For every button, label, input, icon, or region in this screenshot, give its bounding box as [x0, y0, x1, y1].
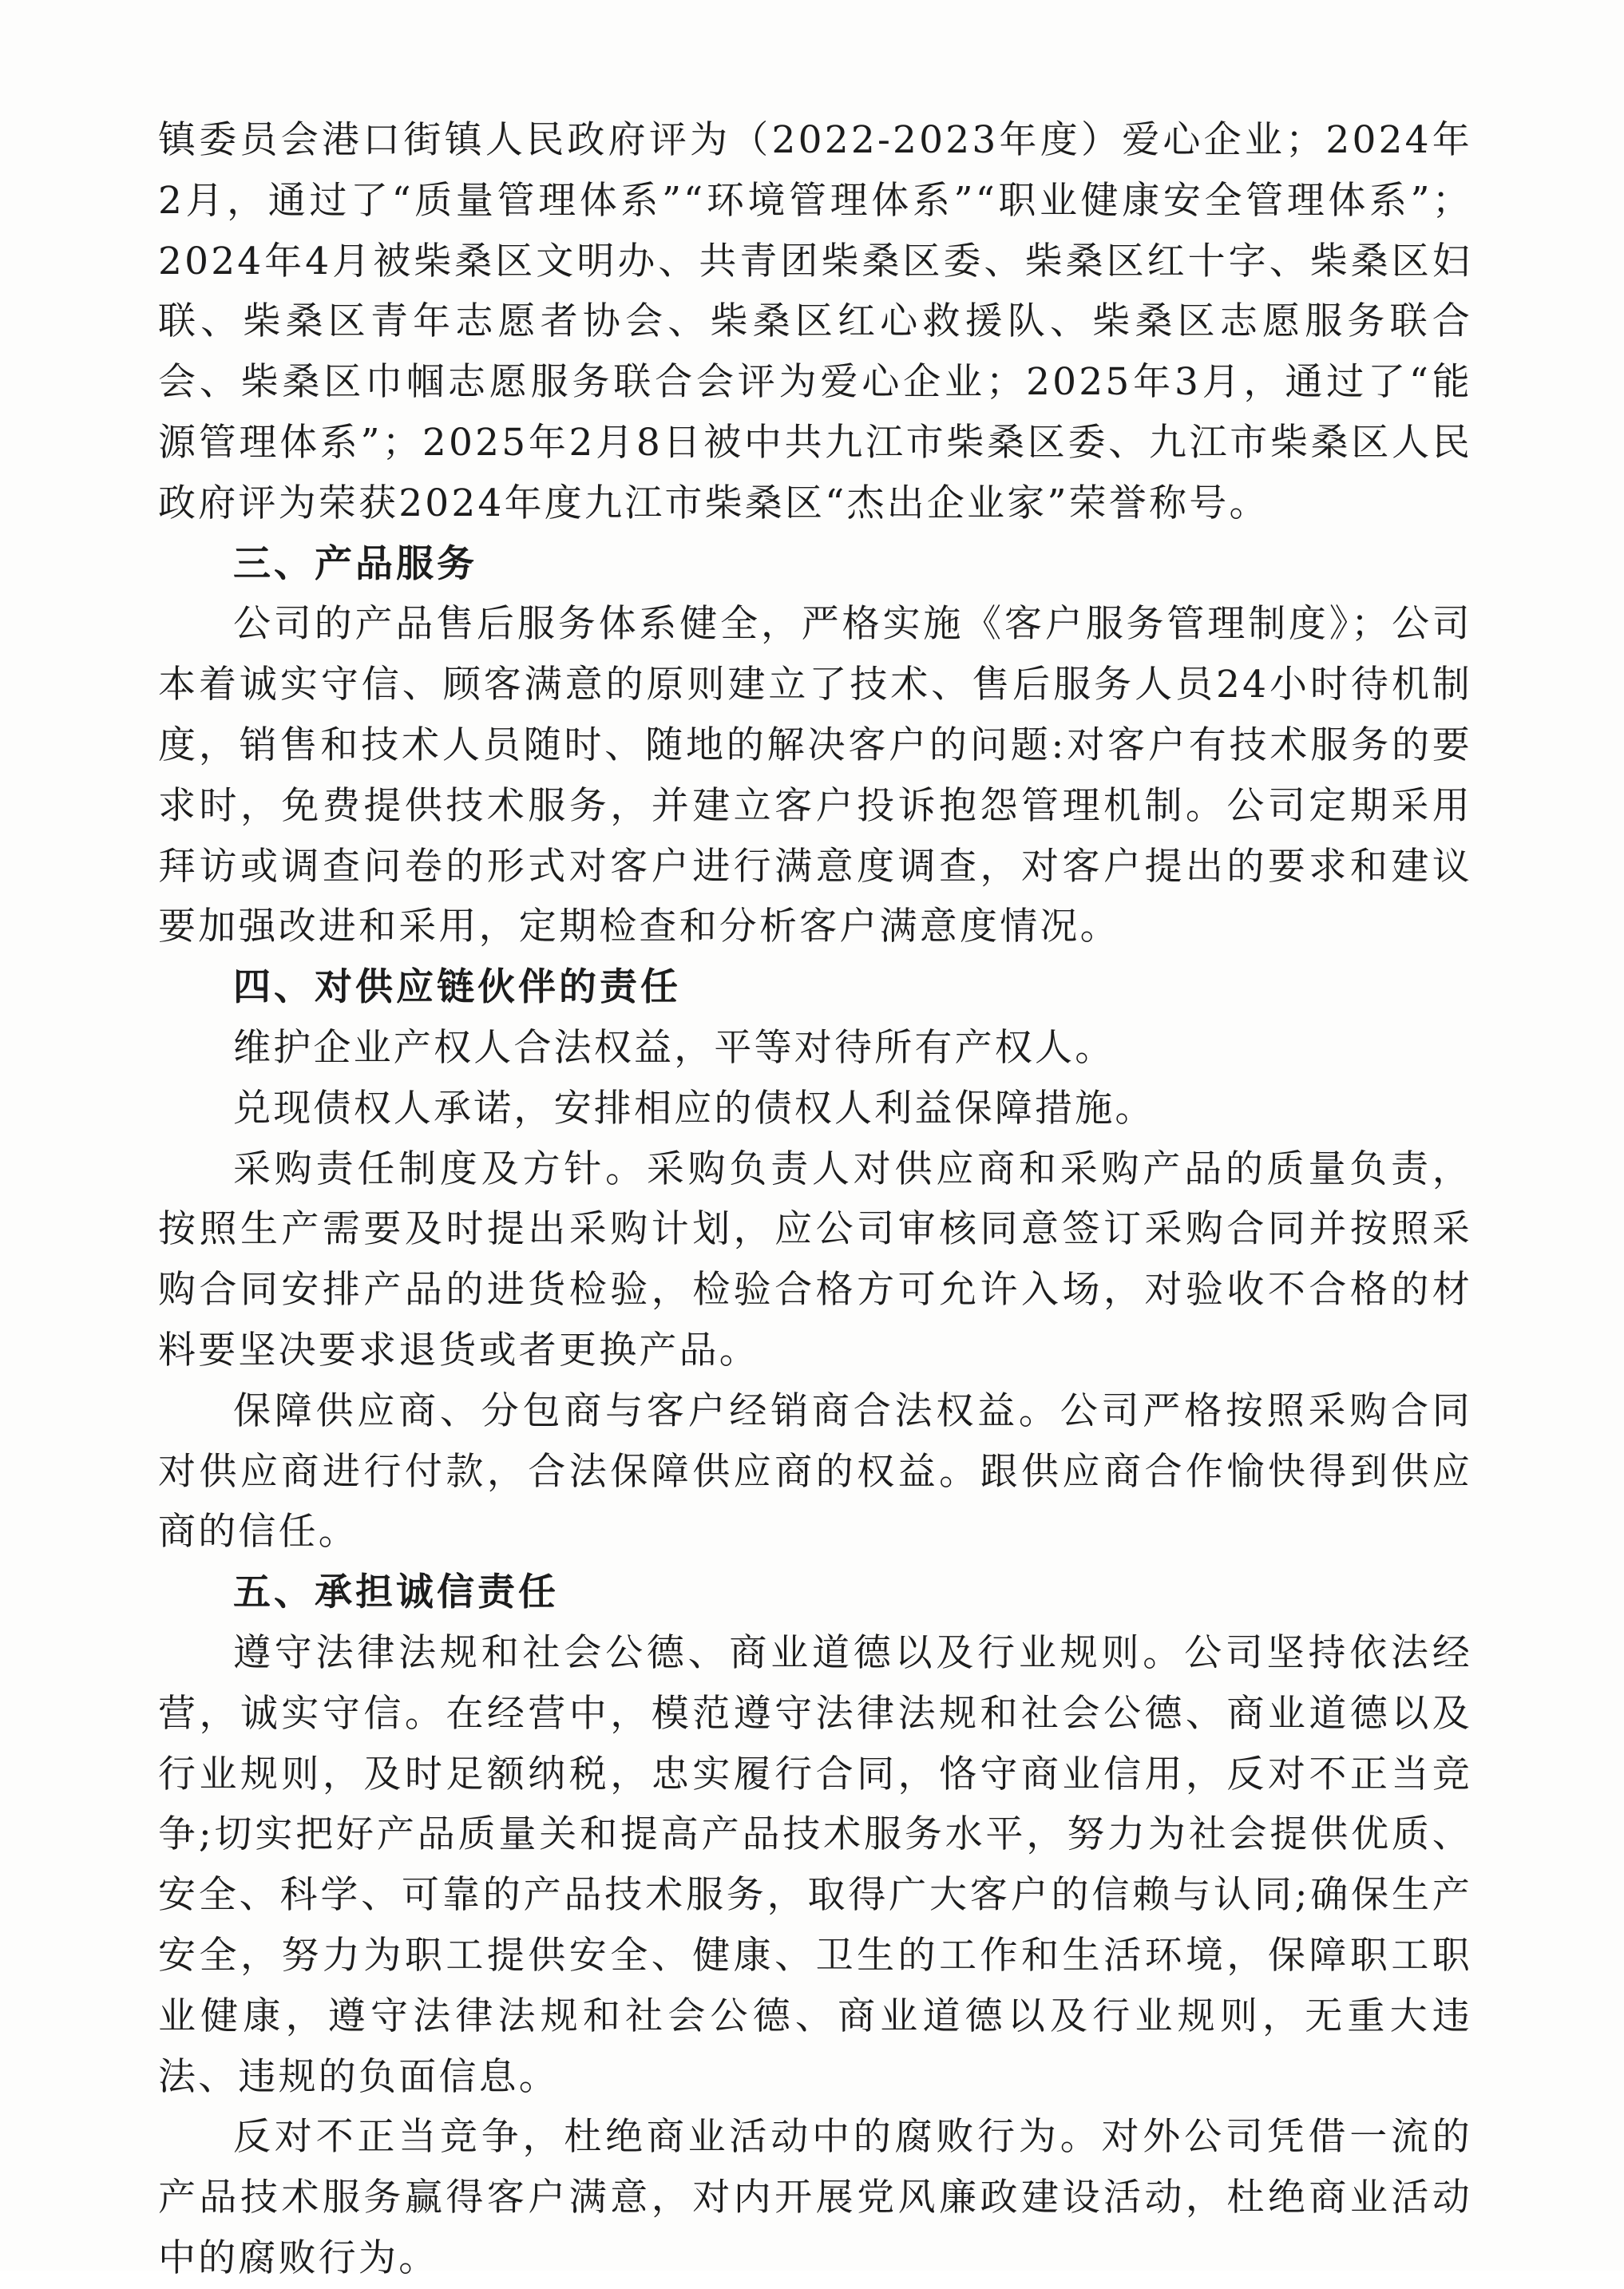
document-body	[158, 110, 1472, 2289]
paragraph-law-compliance: 遵守法律法规和社会公德、商业道德以及行业规则。公司坚持依法经营，诚实守信。在经营中，模范遵守法律法规和社会公德、商业道德以及行业规则，及时足额纳税，忠实履行合同，恪守商业信用，反对不正当竞争;切实把好产品质量关和提高产品技术服务水平，努力为社会提供优质、安全、科学、可靠的产品技术服务，取得广大客户的信赖与认同;确保生产安全，努力为职工提供安全、健康、卫生的工作和生活环境，保障职工职业健康，遵守法律法规和社会公德、商业道德以及行业规则，无重大违法、违规的负面信息。	[158, 1630, 1472, 2099]
paragraph-property-rights: 维护企业产权人合法权益，平等对待所有产权人。	[233, 1025, 1115, 1070]
paragraph-procurement-policy: 采购责任制度及方针。采购负责人对供应商和采购产品的质量负责，按照生产需要及时提出采购计划，应公司审核同意签订采购合同并按照采购合同安排产品的进货检验，检验合格方可允许入场，对验收不合格的材料要坚决要求退货或者更换产品。	[158, 1146, 1472, 1372]
paragraph-supplier-rights: 保障供应商、分包商与客户经销商合法权益。公司严格按照采购合同对供应商进行付款，合法保障供应商的权益。跟供应商合作愉快得到供应商的信任。	[158, 1388, 1472, 1554]
section-heading-integrity: 五、承担诚信责任	[233, 1570, 559, 1615]
section-heading-supply-chain: 四、对供应链伙伴的责任	[233, 965, 681, 1010]
section-heading-product-service: 三、产品服务	[233, 541, 477, 586]
paragraph-honors-continued: 镇委员会港口街镇人民政府评为（2022-2023年度）爱心企业；2024年2月，通过了“质量管理体系”“环境管理体系”“职业健康安全管理体系”；2024年4月被柴桑区文明办、共青团柴桑区委、柴桑区红十字、柴桑区妇联、柴桑区青年志愿者协会、柴桑区红心救援队、柴桑区志愿服务联合会、柴桑区巾帼志愿服务联合会评为爱心企业；2025年3月，通过了“能源管理体系”；2025年2月8日被中共九江市柴桑区委、九江市柴桑区人民政府评为荣获2024年度九江市柴桑区“杰出企业家”荣誉称号。	[158, 118, 1472, 525]
paragraph-after-sales-service: 公司的产品售后服务体系健全，严格实施《客户服务管理制度》；公司本着诚实守信、顾客满意的原则建立了技术、售后服务人员24小时待机制度，销售和技术人员随时、随地的解决客户的问题:对客户有技术服务的要求时，免费提供技术服务，并建立客户投诉抱怨管理机制。公司定期采用拜访或调查问卷的形式对客户进行满意度调查，对客户提出的要求和建议要加强改进和采用，定期检查和分析客户满意度情况。	[158, 602, 1472, 949]
paragraph-creditor-commitment: 兑现债权人承诺，安排相应的债权人利益保障措施。	[233, 1086, 1155, 1131]
paragraph-anti-corruption: 反对不正当竞争，杜绝商业活动中的腐败行为。对外公司凭借一流的产品技术服务赢得客户满意，对内开展党风廉政建设活动，杜绝商业活动中的腐败行为。	[158, 2115, 1472, 2280]
